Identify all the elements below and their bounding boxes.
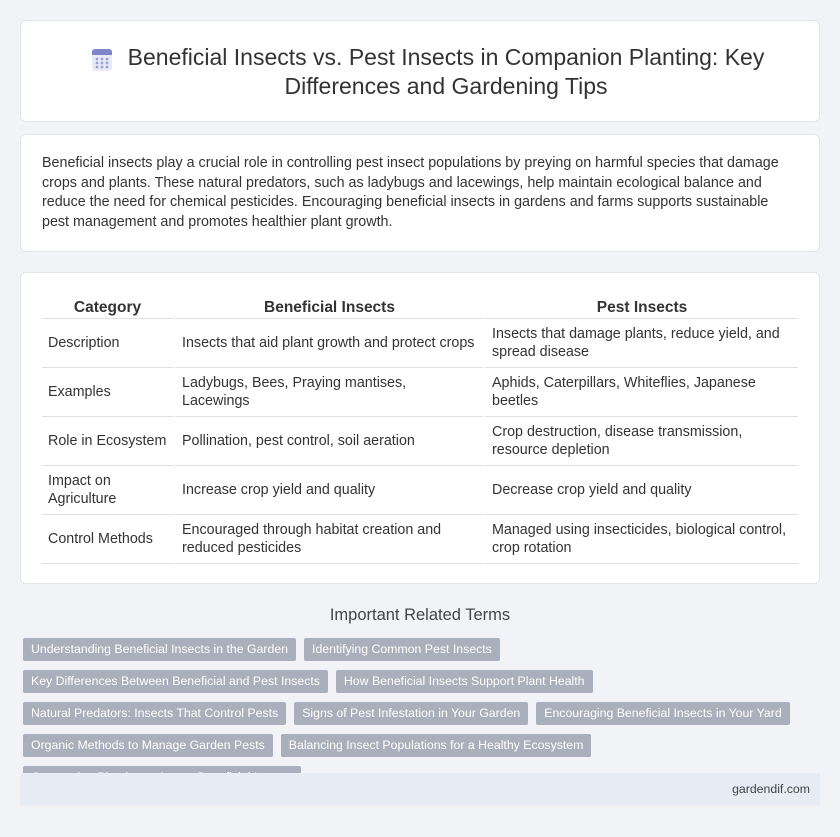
related-term-link[interactable]: Organic Methods to Manage Garden Pests bbox=[23, 734, 273, 757]
beneficial-cell: Insects that aid plant growth and protect crops bbox=[173, 319, 483, 368]
category-cell: Control Methods bbox=[42, 515, 173, 564]
footer-domain[interactable]: gardendif.com bbox=[732, 782, 810, 796]
header-card bbox=[20, 20, 820, 122]
category-cell: Description bbox=[42, 319, 173, 368]
intro-card bbox=[20, 134, 820, 252]
pest-cell: Decrease crop yield and quality bbox=[483, 466, 798, 515]
pest-cell: Insects that damage plants, reduce yield, and spread disease bbox=[483, 319, 798, 368]
intro-paragraph: Beneficial insects play a crucial role in controlling pest insect populations by preying on harmful species that damage crops and plants. These natural predators, such as ladybugs and lacewings, help maintain ecological balance and reduce the need for chemical pesticides. Encouraging beneficial insects in gardens and farms supports sustainable pest management and promotes healthier plant growth. bbox=[42, 155, 779, 230]
table-row bbox=[42, 368, 798, 417]
related-term-link[interactable]: Natural Predators: Insects That Control Pests bbox=[23, 702, 286, 725]
column-header-category: Category bbox=[42, 296, 173, 319]
beneficial-cell: Ladybugs, Bees, Praying mantises, Lacewings bbox=[173, 368, 483, 417]
comparison-card bbox=[20, 272, 820, 584]
category-cell: Impact on Agriculture bbox=[42, 466, 173, 515]
pest-cell: Aphids, Caterpillars, Whiteflies, Japanese beetles bbox=[483, 368, 798, 417]
column-header-beneficial: Beneficial Insects bbox=[173, 296, 483, 319]
related-term-link[interactable]: Signs of Pest Infestation in Your Garden bbox=[294, 702, 528, 725]
table-row bbox=[42, 319, 798, 368]
pest-cell: Managed using insecticides, biological control, crop rotation bbox=[483, 515, 798, 564]
related-term-link[interactable]: Understanding Beneficial Insects in the Garden bbox=[23, 638, 296, 661]
footer bbox=[20, 773, 820, 806]
related-term-link[interactable]: Identifying Common Pest Insects bbox=[304, 638, 500, 661]
beneficial-cell: Encouraged through habitat creation and reduced pesticides bbox=[173, 515, 483, 564]
table-row bbox=[42, 515, 798, 564]
related-term-link[interactable]: Key Differences Between Beneficial and Pest Insects bbox=[23, 670, 328, 693]
category-cell: Examples bbox=[42, 368, 173, 417]
page-title: Beneficial Insects vs. Pest Insects in Companion Planting: Key Differences and Gardening Tips bbox=[127, 44, 765, 99]
related-term-link[interactable]: How Beneficial Insects Support Plant Health bbox=[336, 670, 593, 693]
pest-cell: Crop destruction, disease transmission, resource depletion bbox=[483, 417, 798, 466]
comparison-table bbox=[42, 296, 798, 564]
category-cell: Role in Ecosystem bbox=[42, 417, 173, 466]
beneficial-cell: Pollination, pest control, soil aeration bbox=[173, 417, 483, 466]
table-row bbox=[42, 417, 798, 466]
table-header-row bbox=[42, 296, 798, 319]
beneficial-cell: Increase crop yield and quality bbox=[173, 466, 483, 515]
table-row bbox=[42, 466, 798, 515]
related-term-link[interactable]: Balancing Insect Populations for a Healthy Ecosystem bbox=[281, 734, 592, 757]
column-header-pest: Pest Insects bbox=[483, 296, 798, 319]
related-terms-list bbox=[23, 638, 803, 789]
related-term-link[interactable]: Encouraging Beneficial Insects in Your Yard bbox=[536, 702, 789, 725]
related-terms-heading: Important Related Terms bbox=[329, 606, 511, 624]
